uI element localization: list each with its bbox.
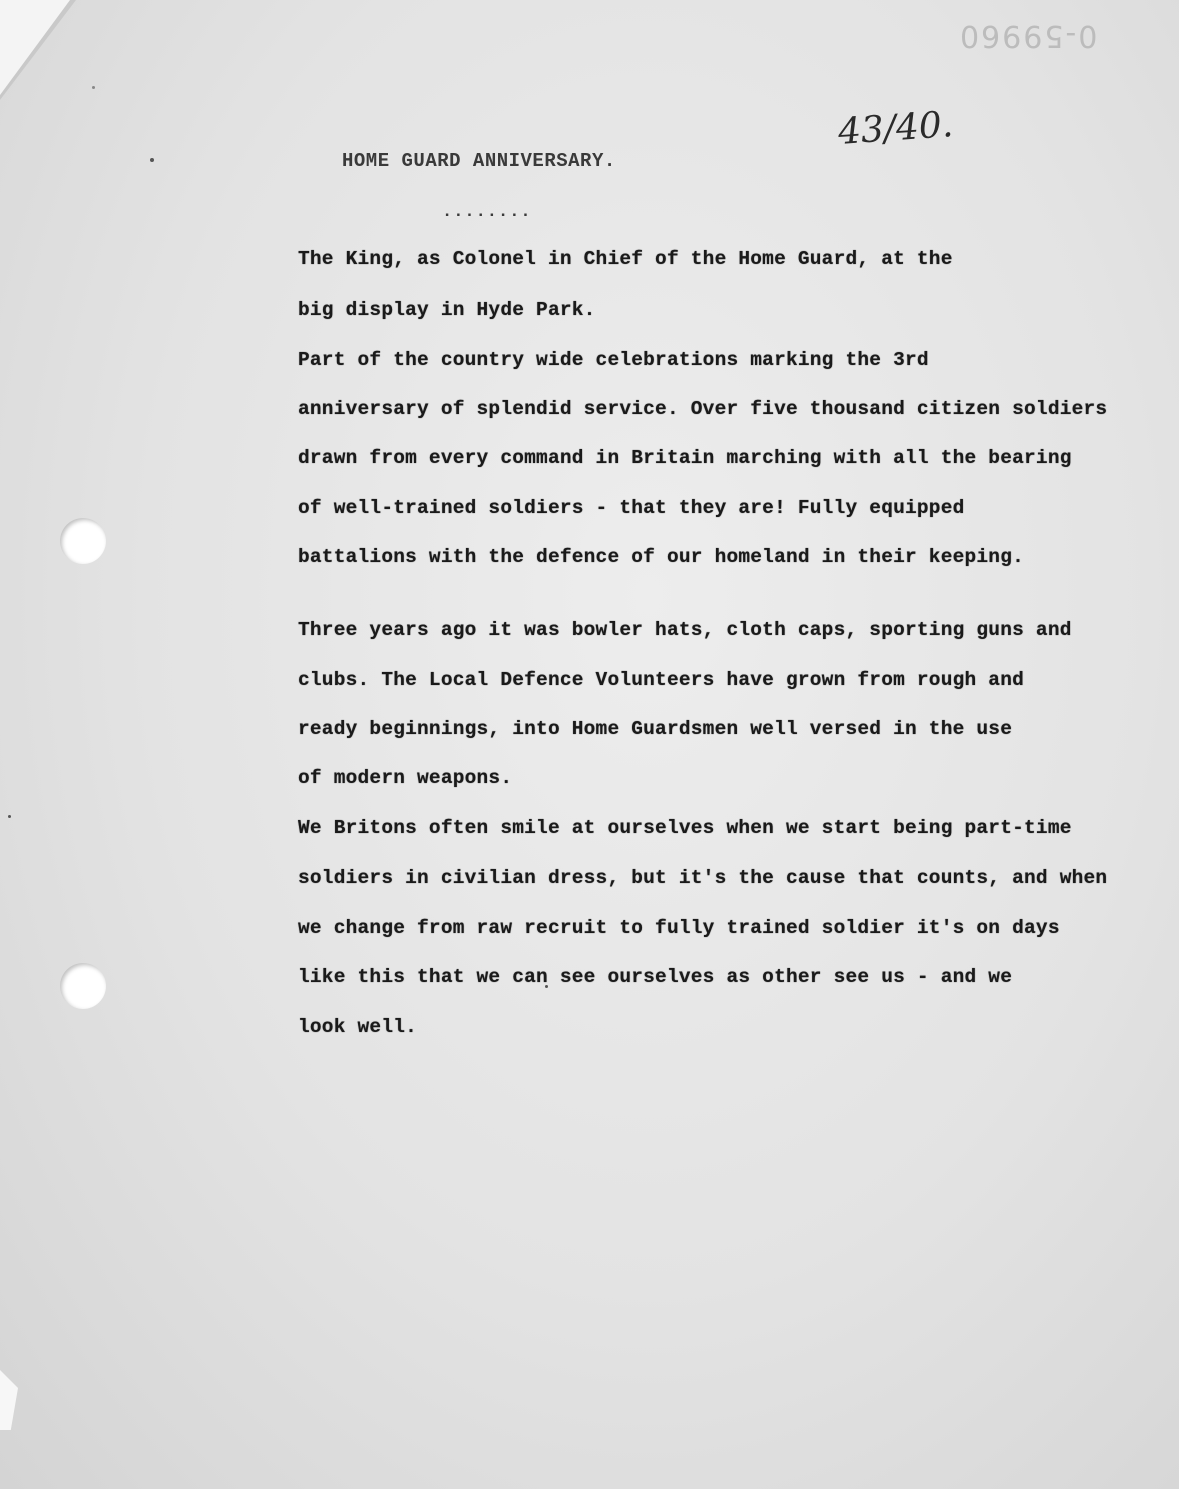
paper-tear: [0, 1370, 18, 1430]
ink-speck: [8, 815, 11, 818]
ink-speck: [92, 86, 95, 89]
document-title: HOME GUARD ANNIVERSARY.: [342, 150, 616, 172]
text-line: ready beginnings, into Home Guardsmen well versed in the use: [298, 718, 1013, 740]
text-line: battalions with the defence of our homeland in their keeping.: [298, 546, 1025, 568]
archive-stamp: 0-59960: [958, 18, 1098, 53]
text-line: soldiers in civilian dress, but it's the cause that counts, and when: [298, 867, 1108, 889]
punch-hole: [60, 963, 106, 1009]
text-line: Part of the country wide celebrations marking the 3rd: [298, 349, 929, 371]
text-line: clubs. The Local Defence Volunteers have grown from rough and: [298, 669, 1025, 691]
text-line: anniversary of splendid service. Over five thousand citizen soldiers: [298, 398, 1108, 420]
text-line: look well.: [298, 1016, 418, 1038]
text-line: Three years ago it was bowler hats, cloth caps, sporting guns and: [298, 619, 1072, 641]
handwritten-reference: 43/40.: [836, 104, 955, 153]
text-line: drawn from every command in Britain marching with all the bearing: [298, 447, 1072, 469]
ink-speck: [150, 158, 154, 162]
title-separator: ........: [442, 203, 532, 222]
text-line: The King, as Colonel in Chief of the Home Guard, at the: [298, 248, 953, 270]
text-line: of modern weapons.: [298, 767, 513, 789]
text-line: We Britons often smile at ourselves when we start being part-time: [298, 817, 1072, 839]
corner-fold: [0, 0, 70, 95]
text-line: we change from raw recruit to fully trained soldier it's on days: [298, 917, 1060, 939]
punch-hole: [60, 518, 106, 564]
text-line: like this that we can see ourselves as other see us - and we: [298, 966, 1013, 988]
text-line: big display in Hyde Park.: [298, 299, 596, 321]
text-line: of well-trained soldiers - that they are! Fully equipped: [298, 497, 965, 519]
